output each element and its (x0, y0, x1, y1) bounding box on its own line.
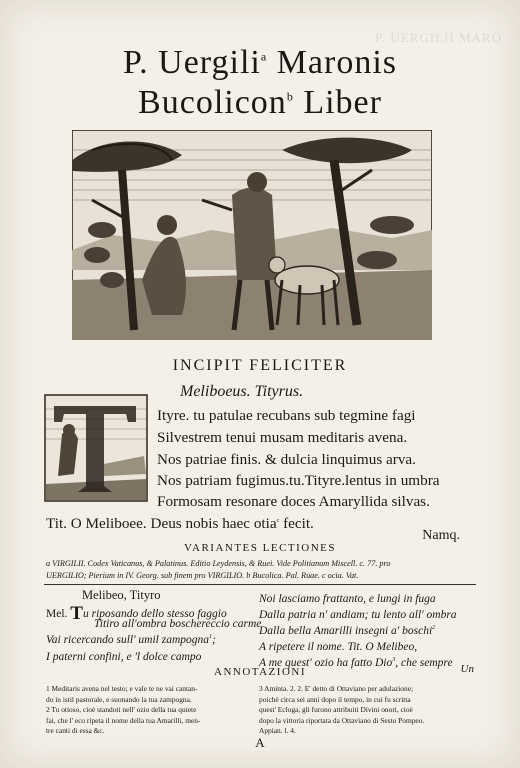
translation-line-9: A me quest' ozio ha fatto Dio$^3$, che sempre (259, 657, 453, 669)
verse-line-1: Ityre. tu patulae recubans sub tegmine fagi (157, 407, 416, 424)
speaker-names: Meliboeus. Tityrus. (180, 383, 304, 400)
annotation-line: do in istil pastorale, e suonando la tua zampogna. (46, 694, 192, 704)
translation-line-1: Mel. Tu riposando dello stesso faggio (46, 603, 227, 624)
annotation-line: Appian. l. 4. (259, 726, 296, 736)
translation-line-4: I paterni confini, e 'l dolce campo (46, 651, 202, 663)
engraving-illustration (72, 130, 432, 340)
annotation-line: 2 Tu otioso, cioè standoti nell' ozio della tua quiete (46, 705, 197, 715)
variant-note-2: UERGILIO; Pierium in IV. Georg. sub finem pro VIRGILIO. b Bucolica. Pal. Ruae. c ocia. Vat. (46, 571, 359, 580)
incipit-heading: INCIPIT FELICITER (172, 357, 348, 374)
page-subtitle: Bucolicon$^b$ Liber (138, 84, 382, 121)
bleed-through-header: P. UERGILII MARO (375, 30, 502, 45)
translation-line-6: Dalla patria n' andiam; tu lento all' ombra (259, 609, 457, 621)
translation-line-5: Noi lasciamo frattanto, e lungi in fuga (259, 593, 436, 605)
annotation-line: dopo la vittoria riportata da Ottaviano di Sesto Pompeo. (259, 715, 425, 725)
translation-line-3: Vai ricercando sull' umil zampogna$^1$; (46, 634, 216, 646)
translation-line-8: A ripetere il nome. Tit. O Melibeo, (259, 641, 418, 653)
annotation-line: 3 Aminta. 2. 2. E' detto di Ottaviano per adulazione; (259, 684, 414, 693)
annotation-column-right (259, 684, 424, 737)
annotazioni-heading: ANNOTAZIONI (214, 666, 306, 678)
verse-line-5: Formosam resonare doces Amaryllida silvas. (157, 493, 430, 510)
translation-heading: Melibeo, Tityro (82, 588, 161, 602)
annotation-line: fai, che l' eco ripeta il nome della tua Amarilli, men- (46, 715, 201, 725)
divider-rule (44, 584, 476, 585)
verse-line-3: Nos patriae finis. & dulcia linquimus arva. (157, 451, 416, 468)
catchword: Namq. (422, 528, 460, 543)
translation-catchword: Un (460, 663, 474, 675)
annotation-line: 1 Meditaris avena nel testo; e vale te ne vai cantan- (46, 684, 198, 693)
variantes-heading: VARIANTES LECTIONES (183, 542, 337, 554)
annotation-column-left (46, 684, 200, 737)
annotation-line: poichè circa sei anni dopo il tempo, in cui fu scritta (259, 694, 411, 704)
page-title: P. Uergili$^a$ Maronis (123, 44, 397, 81)
signature-mark: A (255, 735, 265, 750)
verse-line-2: Silvestrem tenui musam meditaris avena. (157, 429, 408, 446)
decorated-initial-letter (44, 394, 148, 502)
verse-line-4: Nos patriam fugimus.tu.Tityre.lentus in umbra (157, 472, 440, 489)
translation-line-2: Titiro all'ombra boschereccio carme (94, 618, 262, 630)
annotation-line: quest' Ecloga, gli furono attribuiti Divini onori, cioè (259, 705, 413, 715)
translation-line-7: Dalla bella Amarilli insegni a' boschi$^2$ (259, 625, 436, 637)
variant-note-1: a VIRGILII. Codex Vaticanus, & Palatinus. Editio Leydensis, & Ruei. Vide Politianum Miscell. c. 77. pro (46, 559, 391, 568)
annotation-line: tre canti di essa &c. (46, 726, 105, 736)
verse-line-6: Tit. O Meliboee. Deus nobis haec otia$^c$ fecit. (46, 515, 314, 532)
